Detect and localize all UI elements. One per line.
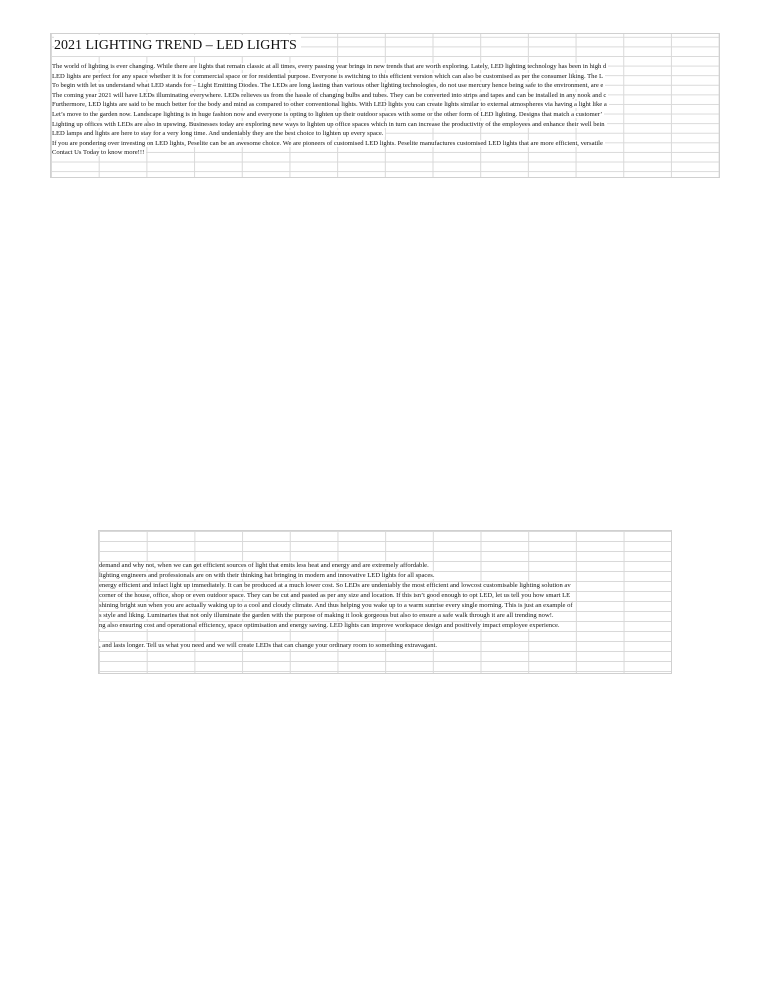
text-row: If you are pondering over investing on LED lights, Peselite can be an awesome choice. We are pioneers of customised LED lights. Peselite manufactures customised LED lights that are more efficient, versatile xyxy=(52,139,603,147)
text-row: The coming year 2021 will have LEDs illuminating everywhere. LEDs relieves us from the hassle of changing bulbs and tubes. They can be converted into strips and tapes and can be installed in any nook and c xyxy=(52,91,607,99)
text-row: ng also ensuring cost and operational efficiency, space optimisation and energy saving. LED lights can improve workspace design and positively impact employee experience. xyxy=(99,622,560,629)
text-rows-page-2 xyxy=(99,561,671,651)
document-title: 2021 LIGHTING TREND – LED LIGHTS xyxy=(54,35,301,56)
text-row: To begin with let us understand what LED stands for – Light Emitting Diodes. The LEDs are long lasting than various other lighting technologies, do not use mercury hence being safe to the environment, are e xyxy=(52,82,604,90)
text-row: s style and liking. Luminaries that not only illuminate the garden with the purpose of making it look gorgeous but also to ensure a safe walk through it are all trending now!. xyxy=(99,612,554,619)
spreadsheet-page-1 xyxy=(50,33,720,178)
text-row: The world of lighting is ever changing. While there are lights that remain classic at all times, every passing year brings in new trends that are worth exploring. Lately, LED lighting technology has been in high d xyxy=(52,63,607,70)
text-rows-page-1 xyxy=(52,62,719,158)
text-row xyxy=(99,631,671,641)
text-row: energy efficient and infact light up immediately. It can be produced at a much lower cost. So LEDs are undeniably the most efficient and lowcost customisable lighting solution av xyxy=(99,582,571,589)
text-row: LED lights are perfect for any space whether it is for commercial space or for residential purpose. Everyone is switching to this efficient version which can also be customised as per the consumer liking. The L xyxy=(52,72,604,80)
text-row: Furthermore, LED lights are said to be much better for the body and mind as compared to other conventional lights. With LED lights you can create lights similar to external atmospheres via having a light like a xyxy=(52,101,607,109)
text-row: corner of the house, office, shop or even outdoor space. They can be cut and pasted as per any size and location. If this isn’t good enough to opt LED, let us tell you how smart LE xyxy=(99,592,571,599)
text-row: , and lasts longer. Tell us what you need and we will create LEDs that can change your ordinary room to something extravagant. xyxy=(99,642,437,649)
text-row: lighting engineers and professionals are on with their thinking hat bringing in modern and innovative LED lights for all spaces. xyxy=(99,572,435,579)
text-row: Contact Us Today to know more!!! xyxy=(52,149,145,157)
text-row: Let’s move to the garden now. Landscape lighting is in huge fashion now and everyone is opting to lighten up their outdoor spaces with some or the other form of LED lighting. Designs that match a customer’ xyxy=(52,110,603,118)
text-row: demand and why not, when we can get efficient sources of light that emits less heat and energy and are extremely affordable. xyxy=(99,562,429,569)
text-row: shining bright sun when you are actually waking up to a cool and cloudy climate. And thus helping you wake up to a warm sunrise every single morning. This is just an example of xyxy=(99,602,573,609)
spreadsheet-page-2 xyxy=(98,530,672,674)
text-row: LED lamps and lights are here to stay for a very long time. And undeniably they are the best choice to lighten up every space. xyxy=(52,130,384,138)
text-row: Lighting up offices with LEDs are also in upswing. Businesses today are exploring new ways to lighten up office spaces which in turn can increase the productivity of the employees and enhance their well bein xyxy=(52,120,605,128)
